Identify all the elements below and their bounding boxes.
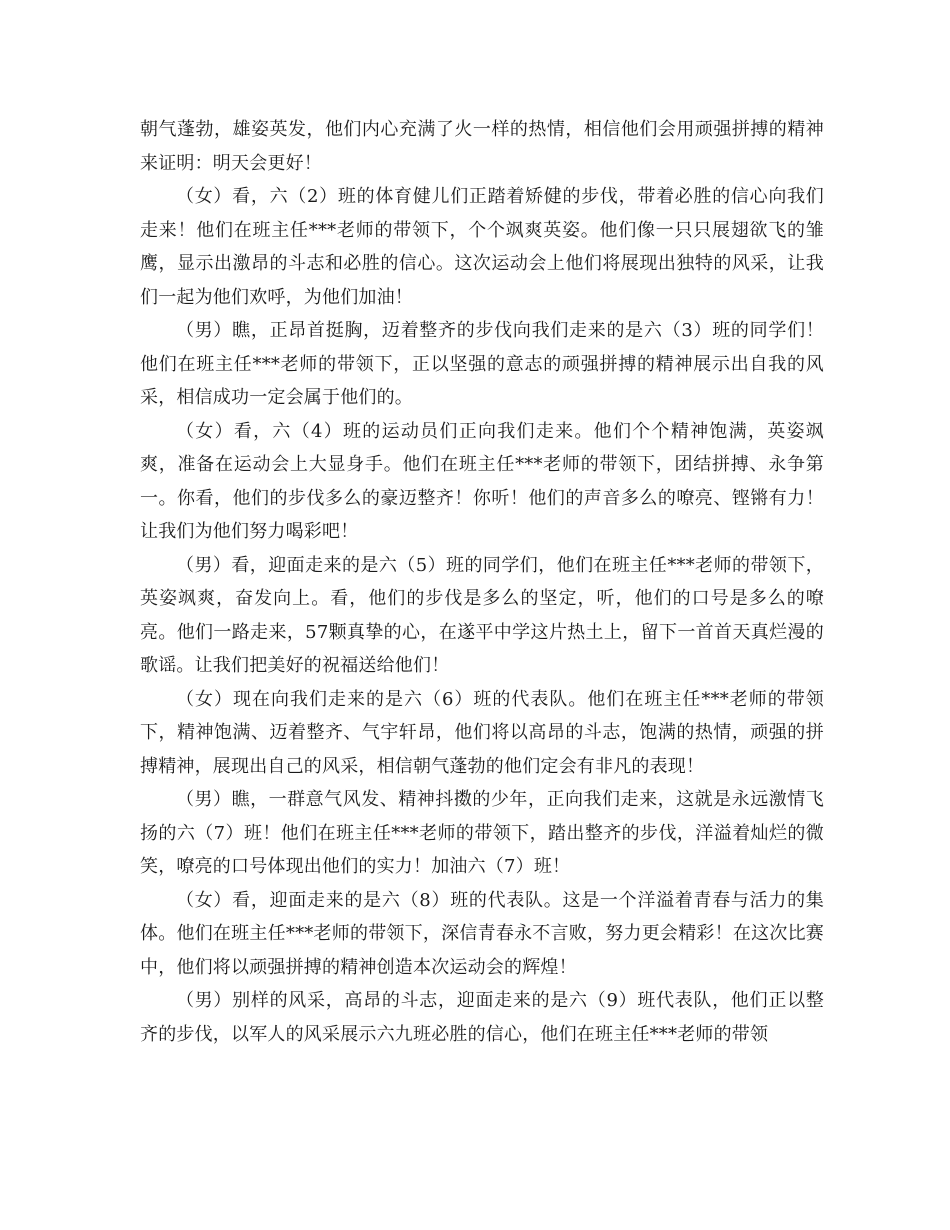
paragraph-4: （女）看，六（4）班的运动员们正向我们走来。他们个个精神饱满，英姿飒爽，准备在运动会上大显身手。他们在班主任***老师的带领下，团结拼搏、永争第一。你看，他们的步伐多么的豪迈整齐！你听！他们的声音多么的嘹亮、铿锵有力！让我们为他们努力喝彩吧！ xyxy=(140,420,824,542)
paragraph-2: （女）看，六（2）班的体育健儿们正踏着矫健的步伐，带着必胜的信心向我们走来！他们在班主任***老师的带领下，个个飒爽英姿。他们像一只只展翅欲飞的雏鹰，显示出激昂的斗志和必胜的信心。这次运动会上他们将展现出独特的风采，让我们一起为他们欢呼，为他们加油！ xyxy=(140,186,824,308)
paragraph-3: （男）瞧，正昂首挺胸，迈着整齐的步伐向我们走来的是六（3）班的同学们！他们在班主任***老师的带领下，正以坚强的意志的顽强拼搏的精神展示出自我的风采，相信成功一定会属于他们的。 xyxy=(140,320,824,408)
paragraph-5: （男）看，迎面走来的是六（5）班的同学们，他们在班主任***老师的带领下，英姿飒爽，奋发向上。看，他们的步伐是多么的坚定，听，他们的口号是多么的嘹亮。他们一路走来，57颗真挚的心，在遂平中学这片热土上，留下一首首天真烂漫的歌谣。让我们把美好的祝福送给他们！ xyxy=(140,554,824,676)
paragraph-8: （女）看，迎面走来的是六（8）班的代表队。这是一个洋溢着青春与活力的集体。他们在班主任***老师的带领下，深信青春永不言败，努力更会精彩！在这次比赛中，他们将以顽强拼搏的精神创造本次运动会的辉煌！ xyxy=(140,889,824,978)
paragraph-7: （男）瞧，一群意气风发、精神抖擞的少年，正向我们走来，这就是永远激情飞扬的六（7）班！他们在班主任***老师的带领下，踏出整齐的步伐，洋溢着灿烂的微笑，嘹亮的口号体现出他们的实力！加油六（7）班！ xyxy=(140,789,824,877)
paragraph-1: 朝气蓬勃，雄姿英发，他们内心充满了火一样的热情，相信他们会用顽强拼搏的精神来证明：明天会更好！ xyxy=(140,119,824,174)
paragraph-9: （男）别样的风采，高昂的斗志，迎面走来的是六（9）班代表队，他们正以整齐的步伐，以军人的风采展示六九班必胜的信心，他们在班主任***老师的带领 xyxy=(140,990,824,1045)
document-page xyxy=(140,113,824,1051)
paragraph-6: （女）现在向我们走来的是六（6）班的代表队。他们在班主任***老师的带领下，精神饱满、迈着整齐、气宇轩昂，他们将以高昂的斗志，饱满的热情，顽强的拼搏精神，展现出自己的风采，相信朝气蓬勃的他们定会有非凡的表现！ xyxy=(140,688,824,777)
